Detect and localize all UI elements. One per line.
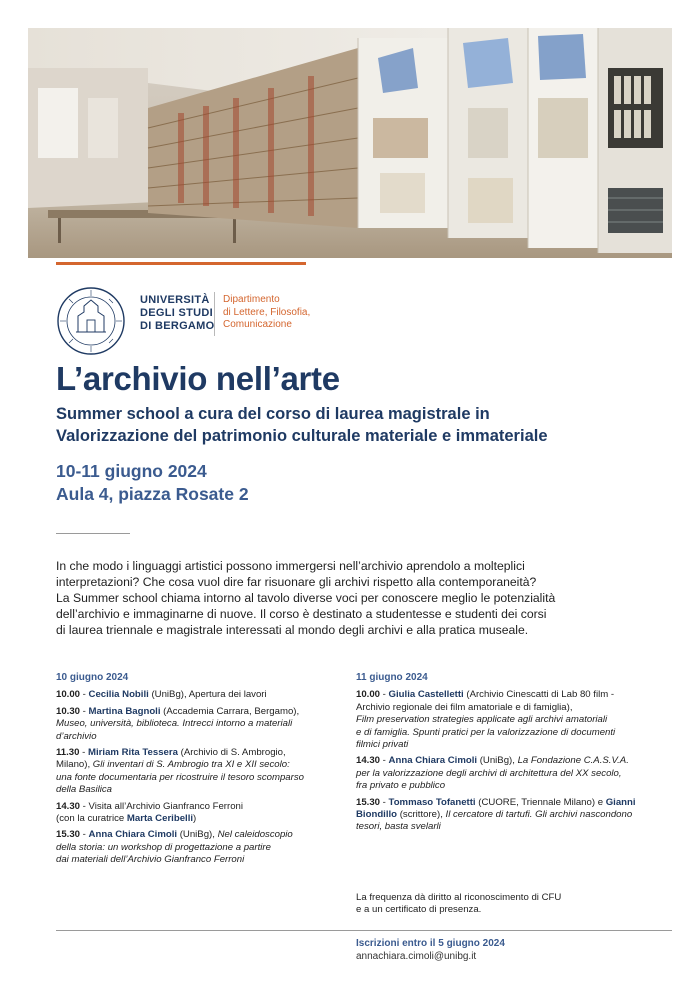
hero-photo — [28, 28, 672, 258]
entry-talk-title: Nel caleidoscopio — [217, 829, 293, 841]
entry-time: 11.30 — [56, 747, 80, 759]
entry-time: 10.00 — [356, 689, 381, 701]
accent-line — [56, 262, 306, 265]
entry-talk-title: Museo, università, biblioteca. Intrecci intorno a materiali — [56, 718, 293, 730]
entry-talk-title: dai materiali dell’Archivio Gianfranco Ferroni — [56, 854, 245, 866]
entry-time: 10.00 — [56, 689, 81, 701]
entry-speaker: Marta Ceribelli — [126, 813, 194, 825]
bottom-divider — [56, 930, 672, 931]
event-info — [56, 460, 249, 506]
department-line-3: Comunicazione — [223, 319, 292, 330]
entry-dash: - — [380, 689, 389, 701]
intro-line: di laurea triennale e magistrale interessati al mondo degli archivi e alla pratica museale. — [56, 623, 529, 637]
entry-talk-title: e di famiglia. Spunti pratici per la valorizzazione di documenti — [356, 726, 616, 738]
entry-text: (UniBg), Apertura dei lavori — [148, 689, 267, 701]
entry-speaker: Gianni — [605, 796, 636, 808]
entry-speaker: Giulia Castelletti — [388, 689, 464, 701]
entry-text: (UniBg), — [477, 755, 518, 767]
program-entry — [356, 689, 666, 751]
entry-dash: - — [80, 689, 89, 701]
entry-text: (CUORE, Triennale Milano) e — [475, 796, 606, 808]
program-entry — [356, 755, 666, 792]
entry-text: (con la curatrice — [56, 813, 127, 825]
entry-speaker: Martina Bagnoli — [88, 705, 161, 717]
intro-line: dell’archivio e immaginarne di nuove. Il corso è destinato a studentesse e studenti dei corsi — [56, 607, 547, 621]
intro-line: La Summer school chiama intorno al tavolo diverse voci per conoscere meglio le potenzialità — [56, 591, 556, 605]
program-day-1 — [56, 672, 338, 871]
entry-text: Milano), — [56, 759, 93, 771]
department-name — [223, 294, 343, 332]
entry-text: (UniBg), — [177, 829, 218, 841]
university-seal-logo — [56, 286, 126, 356]
entry-speaker: Miriam Rita Tessera — [88, 747, 178, 759]
entry-talk-title: fra privato e pubblico — [356, 780, 446, 792]
entry-time: 14.30 — [56, 800, 81, 812]
entry-dash: - — [380, 796, 389, 808]
program-entry — [56, 747, 338, 797]
enrollment-info — [356, 938, 505, 964]
intro-line: interpretazioni? Che cosa vuol dire far risuonare gli archivi rispetto alla contemporaneità? — [56, 575, 537, 589]
program-day-2 — [356, 672, 666, 838]
entry-talk-title: tesori, basta svelarli — [356, 821, 441, 833]
entry-talk-title: una fonte documentaria per ricostruire il tesoro scomparso — [56, 771, 304, 783]
entry-text: (Archivio di S. Ambrogio, — [177, 747, 286, 759]
subtitle-line-1: Summer school a cura del corso di laurea magistrale in — [56, 405, 490, 423]
entry-text: (Accademia Carrara, Bergamo), — [160, 705, 300, 717]
university-name — [140, 294, 220, 333]
contact-email-link[interactable]: annachiara.cimoli@unibg.it — [356, 950, 477, 962]
entry-dash: - — [80, 705, 89, 717]
entry-dash: - — [380, 755, 389, 767]
entry-speaker: Biondillo — [356, 809, 398, 821]
entry-time: 14.30 — [356, 755, 381, 767]
entry-talk-title: della Basilica — [56, 784, 112, 796]
entry-text: Archivio regionale dei film amatoriale e di famiglia), — [356, 701, 573, 713]
cfu-line-2: e a un certificato di presenza. — [356, 904, 482, 916]
enrollment-deadline: Iscrizioni entro il 5 giugno 2024 — [356, 938, 505, 949]
event-dates: 10-11 giugno 2024 — [56, 461, 207, 481]
program-entry — [56, 829, 338, 866]
cfu-line-1: La frequenza dà diritto al riconoscimento di CFU — [356, 892, 562, 903]
entry-time: 10.30 — [56, 705, 81, 717]
cfu-note — [356, 892, 561, 917]
entry-time: 15.30 — [56, 829, 81, 841]
day-1-heading: 10 giugno 2024 — [56, 672, 129, 683]
entry-talk-title: d’archivio — [56, 730, 97, 742]
page-title: L’archivio nell’arte — [56, 360, 340, 397]
entry-speaker: Cecilia Nobili — [88, 689, 149, 701]
department-line-2: di Lettere, Filosofia, — [223, 306, 311, 318]
entry-talk-title: Il cercatore di tartufi. Gli archivi nascondono — [445, 809, 633, 821]
entry-speaker: Anna Chiara Cimoli — [88, 829, 178, 841]
entry-text: (scrittore), — [397, 809, 446, 821]
intro-line: In che modo i linguaggi artistici possono immergersi nell’archivio aprendolo a molteplici — [56, 559, 525, 573]
entry-text: ) — [193, 813, 197, 825]
subtitle — [56, 403, 676, 447]
entry-text: (Archivio Cinescatti di Lab 80 film - — [463, 689, 615, 701]
day-2-heading: 11 giugno 2024 — [356, 672, 428, 683]
library-archive-icon — [28, 28, 672, 258]
entry-dash: - — [79, 747, 89, 759]
university-line-3: DI BERGAMO — [140, 320, 215, 332]
program-entry — [56, 706, 338, 743]
entry-dash: - — [80, 829, 89, 841]
entry-time: 15.30 — [356, 796, 381, 808]
entry-talk-title: filmici privati — [356, 739, 409, 751]
entry-speaker: Anna Chiara Cimoli — [388, 755, 478, 767]
subtitle-line-2: Valorizzazione del patrimonio culturale materiale e immateriale — [56, 427, 548, 445]
entry-text: Visita all’Archivio Gianfranco Ferroni — [88, 800, 243, 812]
university-line-1: UNIVERSITÀ — [140, 294, 210, 306]
entry-speaker: Tommaso Tofanetti — [388, 796, 476, 808]
entry-talk-title: della storia: un workshop di progettazione a partire — [56, 841, 271, 853]
short-divider — [56, 533, 130, 534]
department-line-1: Dipartimento — [223, 294, 280, 305]
program-entry — [356, 797, 666, 834]
entry-dash: - — [80, 800, 89, 812]
entry-talk-title: Film preservation strategies applicate agli archivi amatoriali — [356, 714, 608, 726]
program-entry — [56, 801, 338, 826]
university-line-2: DEGLI STUDI — [140, 307, 213, 319]
intro-paragraph — [56, 558, 656, 638]
entry-talk-title: Gli inventari di S. Ambrogio tra XI e XII secolo: — [92, 759, 290, 771]
entry-talk-title: per la valorizzazione degli archivi di architettura del XX secolo, — [356, 767, 622, 779]
entry-talk-title: La Fondazione C.A.S.V.A. — [517, 755, 629, 767]
event-venue: Aula 4, piazza Rosate 2 — [56, 484, 249, 504]
program-entry — [56, 689, 338, 701]
logo-separator — [214, 292, 215, 336]
